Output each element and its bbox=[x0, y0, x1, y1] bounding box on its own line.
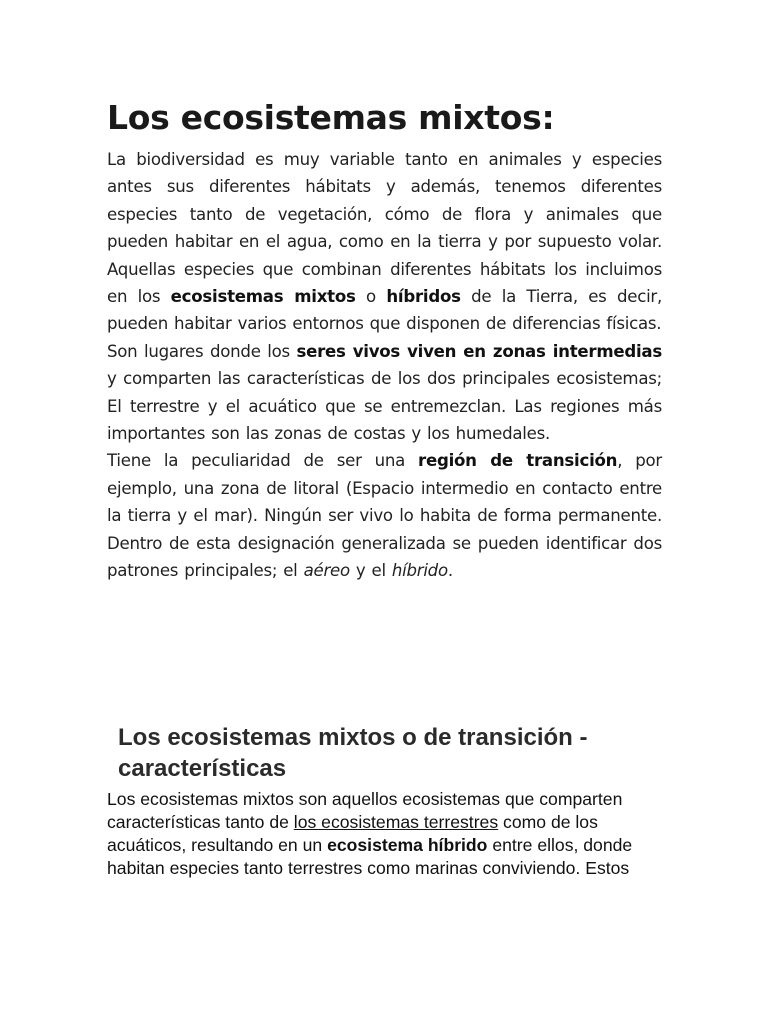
paragraph-3-text-a: Tiene la peculiaridad de ser una bbox=[107, 451, 419, 471]
paragraph-3-text-d: . bbox=[447, 561, 453, 581]
paragraph-2-bold-a: seres vivos viven en zonas intermedias bbox=[296, 341, 662, 361]
terrestrial-ecosystems-link[interactable]: los ecosistemas terrestres bbox=[293, 812, 499, 832]
paragraph-4-text-c: entre ellos, donde habitan especies tanto terrestres como marinas conviviendo. Estos bbox=[107, 835, 633, 878]
paragraph-3 bbox=[107, 447, 662, 584]
paragraph-4-bold-a: ecosistema híbrido bbox=[327, 835, 488, 855]
main-body bbox=[107, 146, 662, 585]
paragraph-1-text-c: de la Tierra, es decir, pueden habitar varios entornos que disponen de diferencias físicas. bbox=[107, 287, 663, 334]
paragraph-3-bold-a: región de transición bbox=[418, 451, 618, 471]
section-subtitle: Los ecosistemas mixtos o de transición - características bbox=[118, 724, 588, 782]
paragraph-3-italic-b: híbrido bbox=[391, 561, 448, 581]
paragraph-2 bbox=[107, 338, 662, 448]
paragraph-1-text-b: o bbox=[355, 287, 387, 307]
page-title: Los ecosistemas mixtos: bbox=[107, 98, 555, 137]
paragraph-4-text-a: Los ecosistemas mixtos son aquellos ecosistemas que comparten características tanto de bbox=[107, 789, 623, 832]
paragraph-1-bold-b: híbridos bbox=[386, 287, 461, 307]
paragraph-1-bold-a: ecosistemas mixtos bbox=[170, 287, 356, 307]
paragraph-2-text-a: Son lugares donde los bbox=[107, 341, 297, 361]
paragraph-3-text-c: y el bbox=[349, 561, 392, 581]
paragraph-4 bbox=[107, 788, 667, 880]
paragraph-2-text-b: y comparten las características de los dos principales ecosistemas; El terrestre y el acuático que se entremezclan. Las regiones más importantes son las zonas de costas y los humedales. bbox=[107, 369, 662, 444]
paragraph-4-text-b: como de los acuáticos, resultando en un bbox=[107, 812, 598, 855]
paragraph-1-text-a: La biodiversidad es muy variable tanto en animales y especies antes sus diferentes hábitats y además, tenemos diferentes especies tanto de vegetación, cómo de flora y animales que pueden habitar en el agua, como en la tierra y por supuesto volar. Aquellas especies que combinan diferentes hábitats los incluimos en los bbox=[107, 150, 662, 307]
paragraph-3-italic-a: aéreo bbox=[303, 561, 350, 581]
paragraph-3-text-b: , por ejemplo, una zona de litoral (Espacio intermedio en contacto entre la tierra y el mar). Ningún ser vivo lo habita de forma permanente. Dentro de esta designación generalizada se pueden identificar dos patrones principales; el bbox=[107, 451, 662, 581]
paragraph-1 bbox=[107, 146, 662, 338]
